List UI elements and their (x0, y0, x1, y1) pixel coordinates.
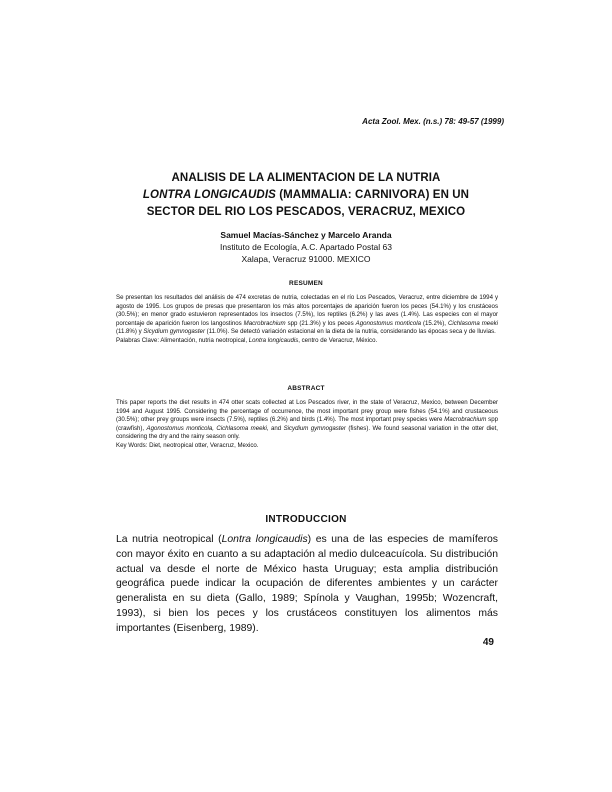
palabras-clave-species: Lontra longicaudis (248, 336, 299, 344)
resumen-part-5: (11.0%). Se detectó variación estacional en la dieta de la nutria, considerando las épocas seca y de lluvias. (204, 328, 496, 336)
resumen-part-3: (15.2%), (420, 319, 448, 327)
journal-reference: Acta Zool. Mex. (n.s.) 78: 49-57 (1999) (362, 117, 504, 126)
intro-text-1: La nutria neotropical ( (116, 534, 222, 545)
palabras-clave-a: Palabras Clave: Alimentación, nutria neotropical, (116, 336, 249, 344)
abstract-part-4: (fishes). We found seasonal variation in the otter diet, considering the dry and the rainy season only. (116, 424, 498, 441)
abstract-part-2: spp (crawfish), (116, 416, 498, 432)
palabras-clave (116, 337, 498, 346)
resumen-species-1: Macrobrachium (243, 319, 286, 327)
abstract-species-2: Agonostomus monticola, Cichlasoma meeki, (146, 424, 269, 432)
key-words: Key Words: Diet, neotropical otter, Veracruz, Mexico. (116, 441, 259, 449)
abstract-text (116, 399, 498, 451)
affiliation-line-1: Instituto de Ecología, A.C. Apartado Postal 63 (219, 242, 392, 252)
title-line-1: ANALISIS DE LA ALIMENTACION DE LA NUTRIA (171, 172, 441, 184)
title-line-2 (60, 187, 552, 204)
resumen-part-4: (11.8%) y (116, 328, 144, 336)
intro-species: Lontra longicaudis (221, 534, 308, 545)
resumen-species-4: Sicydium gymnogaster (143, 328, 205, 336)
abstract-species-3: Sicydium gymnogaster (283, 424, 346, 432)
resumen-part-2: spp (21.3%) y los peces (285, 319, 356, 327)
author-block (60, 229, 552, 265)
page-number: 49 (482, 637, 494, 648)
resumen-species-3: Cichlasoma meeki (447, 319, 498, 327)
abstract-heading: ABSTRACT (287, 385, 325, 392)
title-line-2-rest: (MAMMALIA: CARNIVORA) EN UN (275, 189, 470, 201)
abstract-part-1: This paper reports the diet results in 474 otter scats collected at Los Pescados river, in the state of Veracruz, Mexico, between December 1994 and August 1995. Considering the percentage of occurrence, the most important prey group were fishes (54.1%) and crustaceous (30.5%); other prey groups were insects (7.5%), reptiles (6.2%) and birds (1.4%). The most important prey species were (116, 399, 498, 424)
title-species-name: LONTRA LONGICAUDIS (142, 189, 276, 201)
introduccion-heading: INTRODUCCION (265, 514, 347, 525)
affiliation-line-2: Xalapa, Veracruz 91000. MEXICO (241, 254, 371, 264)
article-title (60, 170, 552, 221)
resumen-heading: RESUMEN (289, 280, 323, 287)
introduccion-paragraph (116, 533, 498, 637)
abstract-species-1: Macrobrachium (444, 416, 487, 424)
intro-text-2: ) es una de las especies de mamíferos con mayor éxito en cuanto a su adaptación al medio dulceacuícola. Su distribución actual va desde el norte de México hasta Uruguay; esta amplia distribución geográfica puede indicar la ocupación de diferentes ambientes y un carácter generalista en su dieta (Gallo, 1989; Spínola y Vaughan, 1995b; Wozencraft, 1993), si bien los peces y los crustáceos constituyen los alimentos más importantes (Eisenberg, 1989). (116, 534, 499, 634)
title-line-3: SECTOR DEL RIO LOS PESCADOS, VERACRUZ, MEXICO (146, 206, 466, 218)
authors: Samuel Macías-Sánchez y Marcelo Aranda (220, 230, 392, 240)
palabras-clave-b: , centro de Veracruz, México. (298, 336, 378, 344)
resumen-species-2: Agonostomus monticola (355, 319, 421, 327)
abstract-part-3: and (268, 424, 284, 432)
resumen-part-1: Se presentan los resultados del análisis de 474 excretas de nutria, colectadas en el río Los Pescados, Veracruz, entre diciembre de 1994 y agosto de 1995. Los grupos de presas que presentaron los más altos porcentajes de aparición fueron los peces (54.1%) y los crustáceos (30.5%); en menor grado estuvieron representados los insectos (7.5%), los reptiles (6.2%) y las aves (1.4%). Las especies con el mayor porcentaje de aparición fueron los langostinos (116, 294, 498, 327)
resumen-text (116, 294, 498, 346)
